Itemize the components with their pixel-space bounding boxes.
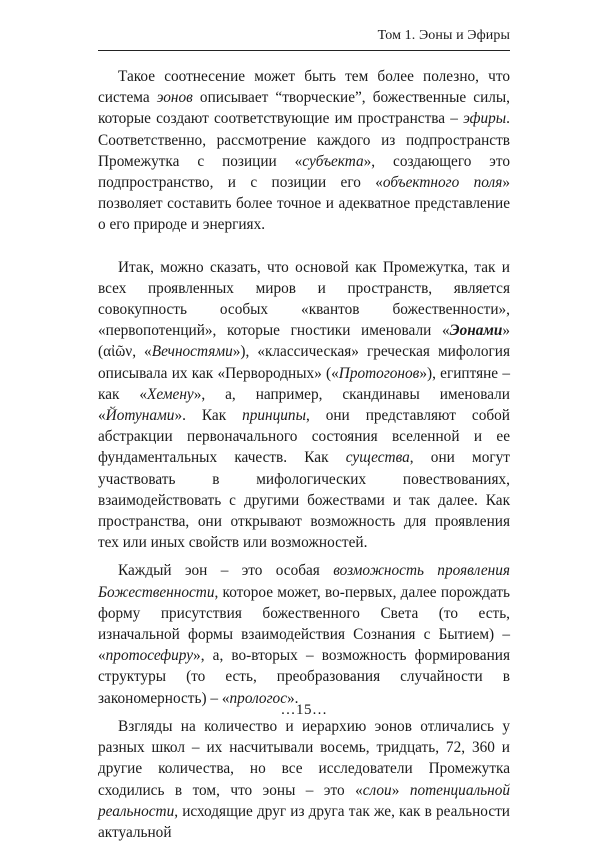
emphasis-sloi: слои bbox=[362, 781, 392, 799]
emphasis-possibility: возможность проявления Божественности bbox=[98, 562, 510, 601]
emphasis-yotunami: Йотунами bbox=[105, 407, 175, 425]
emphasis-eons: эонов bbox=[156, 89, 193, 107]
running-header bbox=[98, 28, 510, 51]
emphasis-protosefira: протосефиру bbox=[105, 647, 194, 665]
emphasis-eonami: Эонами bbox=[449, 322, 503, 340]
emphasis-sushchestva: существа bbox=[345, 449, 410, 467]
emphasis-ethers: эфиры bbox=[463, 110, 507, 128]
emphasis-object-field: объектного поля bbox=[382, 174, 503, 192]
emphasis-protogonov: Протогонов bbox=[338, 364, 420, 382]
emphasis-vechnostyami: Вечностями bbox=[151, 343, 233, 361]
page-number: …15… bbox=[280, 702, 328, 718]
paragraph-2: Итак, можно сказать, что основой как Промежутка, так и всех проявленных миров и пространств, является совокупность особых «квантов божественности», «первопотенций», которые гностики именовали «Эонами» (αἰῶν, «Вечностями»), «классическая» греческая мифология описывала их как «Первородных» («Протогонов»), египтяне – как «Хемену», а, например, скандинавы именовали «Йотунами». Как принципы, они представляют собой абстракции первоначального состояния вселенной и ее фундаментальных качеств. Как существа, они могут участвовать в мифологических повествованиях, взаимодействовать с другими божествами и так далее. Как пространства, они открывают возможность для проявления тех или иных свойств или возможностей. bbox=[98, 258, 510, 552]
paragraph-3: Каждый эон – это особая возможность проявления Божественности, которое может, во-первых, далее порождать форму присутствия божественного Света (то есть, изначальной формы взаимодействия Сознания с Бытием) – «протосефиру», а, во-вторых – возможность формирования структуры (то есть, преобразования случайности в закономерность) – «прологос». bbox=[98, 562, 510, 707]
paragraph-4: Взгляды на количество и иерархию эонов отличались у разных школ – их насчитывали восемь, тридцать, 72, 360 и другие количества, но все исследователи Промежутка сходились в том, что эоны – это «слои» потенциальной реальности, исходящие друг из друга так же, как в реальности актуальной bbox=[98, 717, 510, 841]
emphasis-printsipy: принципы bbox=[242, 407, 306, 425]
emphasis-subject: субъекта bbox=[302, 152, 364, 170]
running-title: Том 1. Эоны и Эфиры bbox=[377, 28, 510, 43]
emphasis-khemenu: Хемену bbox=[147, 385, 194, 403]
emphasis-potential-reality: потенциальной реальности bbox=[98, 781, 510, 820]
body-text bbox=[98, 66, 510, 843]
paragraph-1: Такое соотнесение может быть тем более полезно, что система эонов описывает “творческие”, божественные силы, которые создают соответствующие им пространства – эфиры. Соответственно, рассмотрение каждого из подпространств Промежутка с позиции «субъекта», создающего это подпространство, и с позиции его «объектного поля» позволяет составить более точное и адекватное представление о его природе и энергиях. bbox=[98, 68, 510, 234]
emphasis-prologos: прологос bbox=[229, 689, 287, 707]
